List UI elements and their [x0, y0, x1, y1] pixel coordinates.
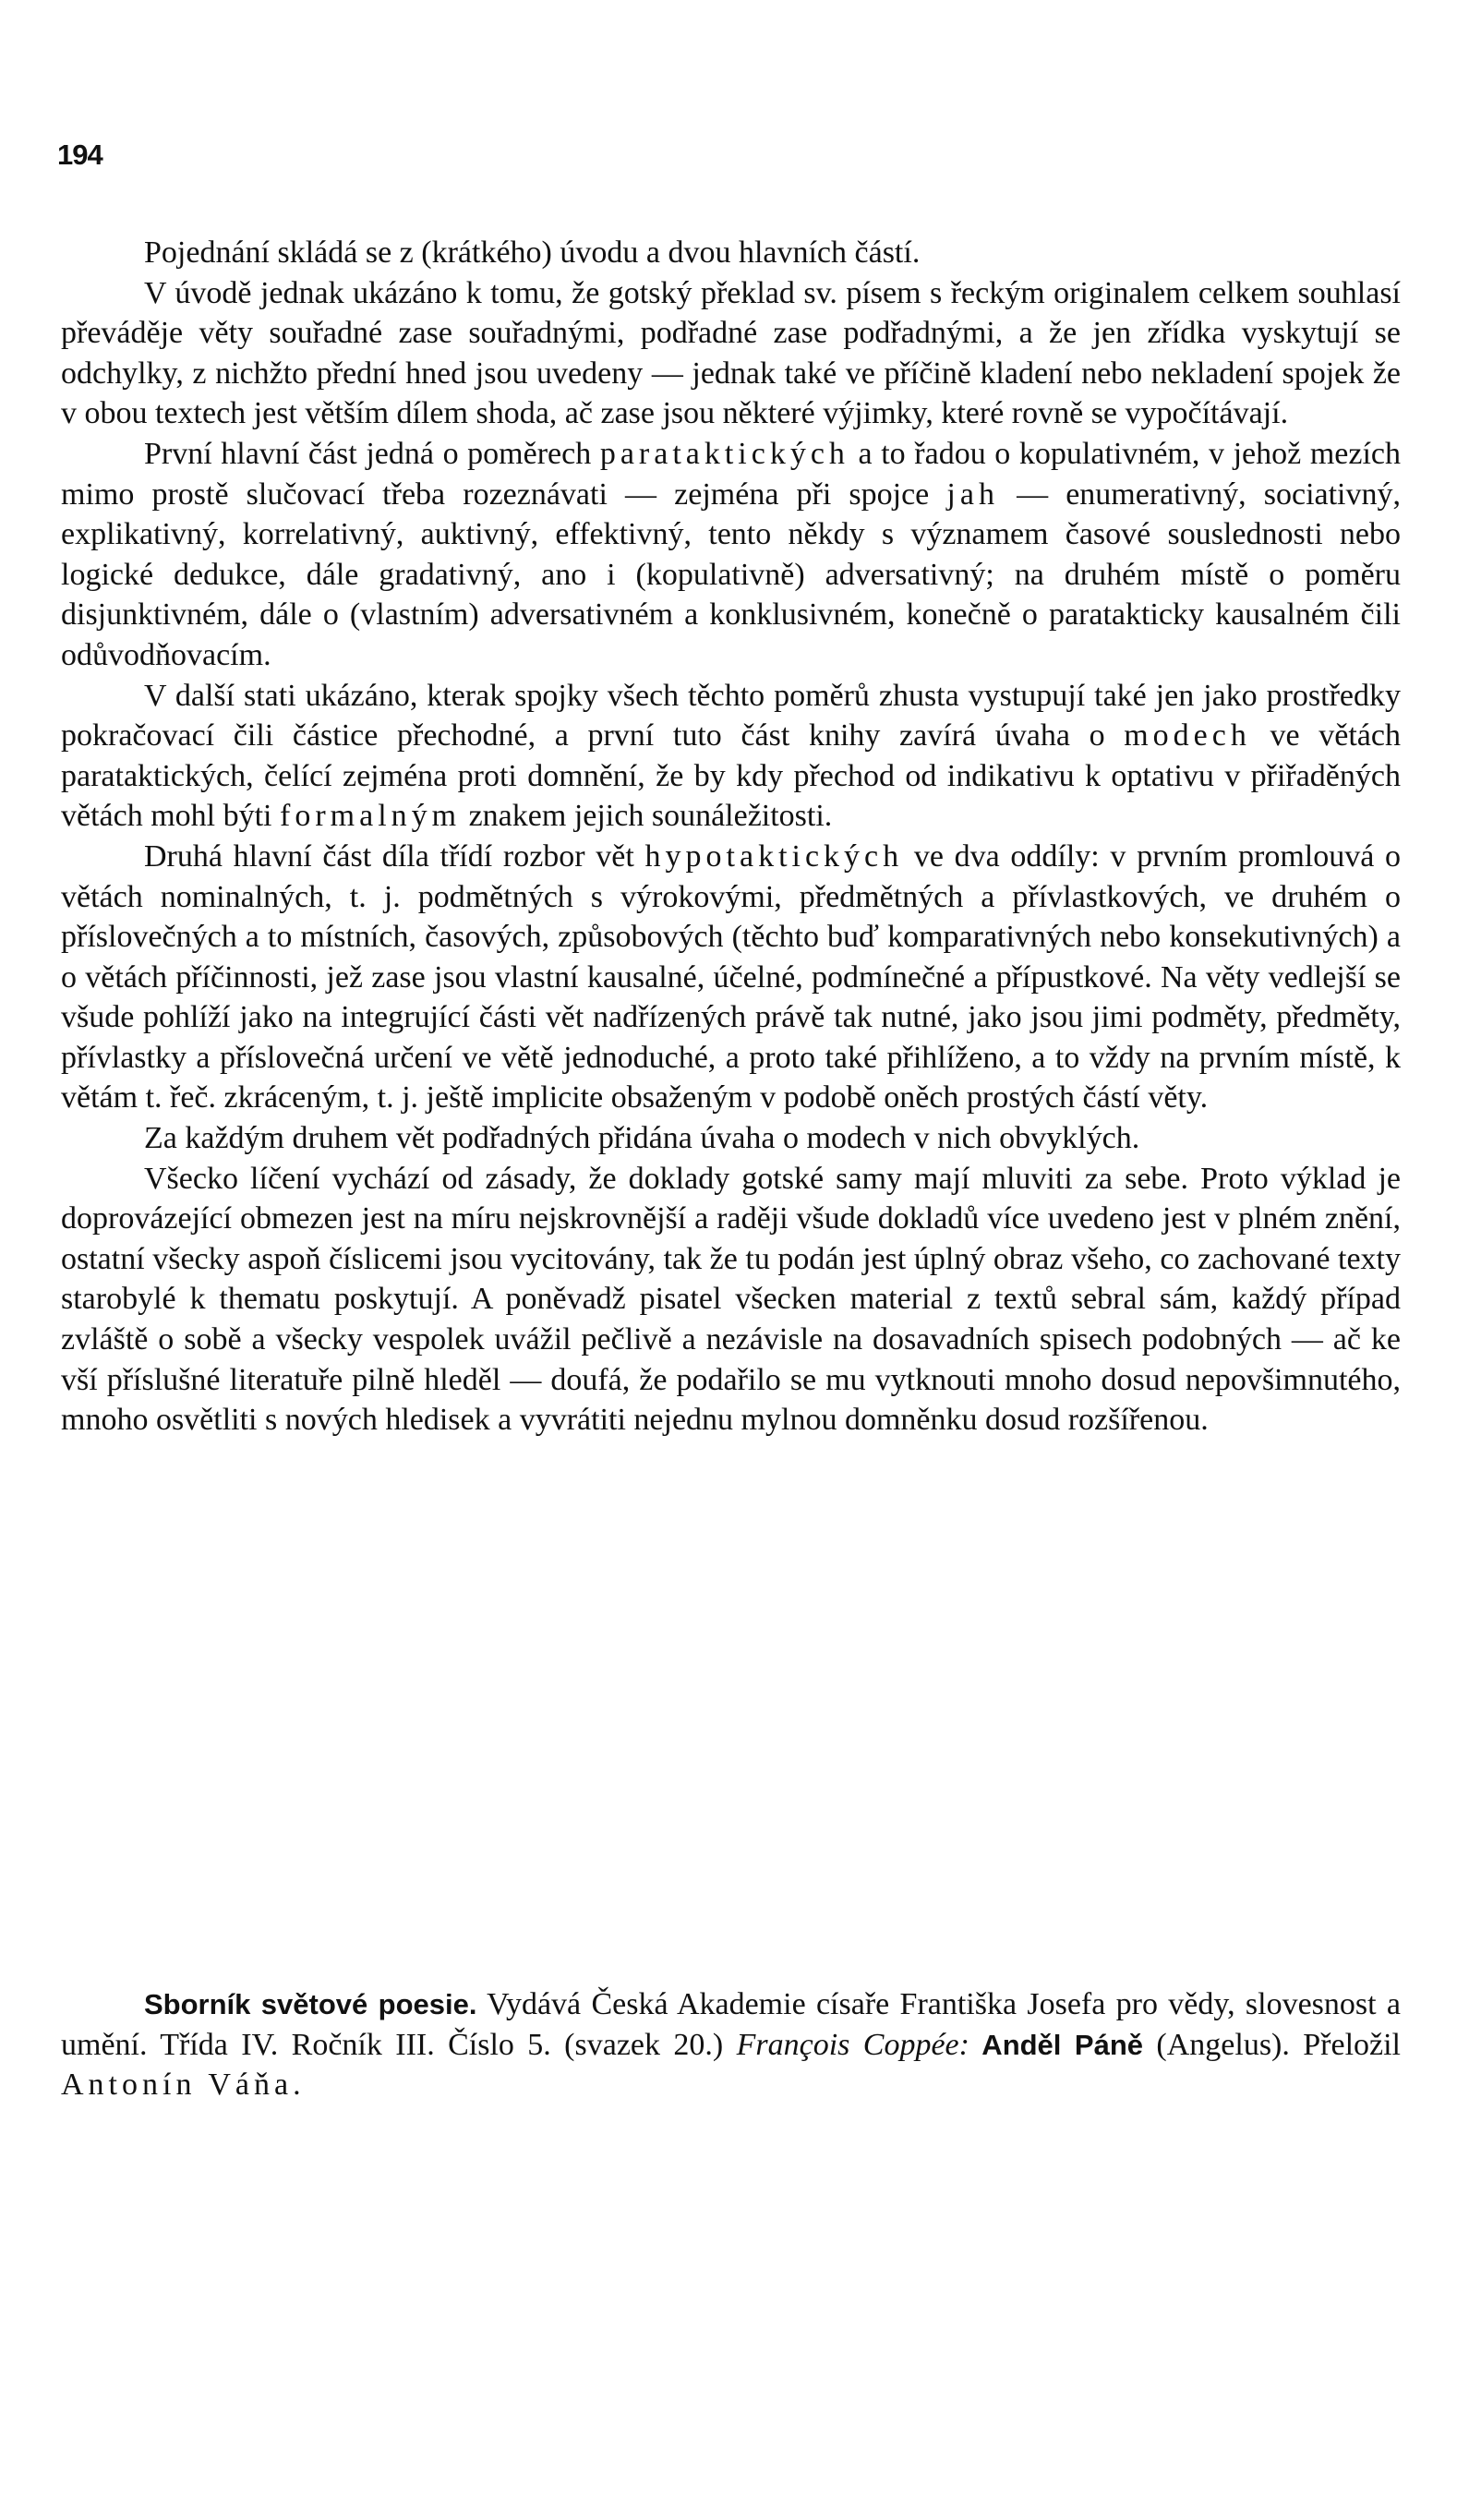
text-run: Druhá hlavní část díla třídí rozbor vět: [144, 838, 645, 874]
paragraph-part-two: [61, 837, 1401, 1118]
paragraph-part-one: [61, 434, 1401, 676]
text-run: znakem jejich sounáležitosti.: [461, 799, 833, 834]
text-run: Za každým druhem vět podřadných přidána úvaha o modech v nich obvyklých.: [144, 1121, 1140, 1156]
text-run: ve větách parataktických, čelící zejména proti domnění, že by kdy přechod od indikativu k optativu v přiřaděných větách mohl býti: [61, 718, 1401, 834]
translator-name: Antonín Váňa: [61, 2068, 294, 2103]
text-run: ve dva oddíly: v prvním promlouvá o větách nominalných, t. j. podmětných s výrokovými, předmětných a přívlastkových, ve druhém o příslovečných a to místních, časových, způsobových (těchto buď komparativných nebo konsekutivných) a o větách příčinnosti, jež zase jsou vlastní kausalné, účelné, podmínečné a přípustkové. Na věty vedlejší se všude pohlíží jako na integrující části vět nadřízených právě tak nutné, jako jsou jimi podměty, předměty, přívlastky a příslovečná určení ve větě jednoduché, a proto také přihlíženo, a to vždy na prvním místě, k větám t. řeč. zkráceným, t. j. ještě implicite obsaženým v podobě oněch prostých částí věty.: [61, 838, 1401, 1115]
notice-end: .: [293, 2068, 301, 2103]
publisher-text: Vydává Česká Akademie císaře Františka Josefa pro vědy, slovesnost a umění. Třída IV. Ročník III. Číslo 5. (svazek 20.): [61, 1987, 1401, 2062]
series-title: Sborník světové poesie.: [144, 1988, 477, 2020]
paragraph-part-one-continued: [61, 676, 1401, 837]
text-run: — enumerativný, sociativný, explikativný, korrelativný, auktivný, effektivný, tento někdy s významem časové souslednosti nebo logické dedukce, dále gradativný, ano i (kopulativně) adversativný; na druhém místě o poměru disjunktivném, dále o (vlastním) adversativném a konklusivném, konečně o paratakticky kausalném čili odůvodňovacím.: [61, 476, 1401, 672]
spaced-term: formalným: [280, 799, 462, 834]
text-run: a to řadou o kopulativném, v jehož mezích mimo prostě slučovací třeba rozeznávati — zejména při spojce: [61, 436, 1401, 512]
review-body: [61, 233, 1401, 1441]
text-run: Pojednání skládá se z (krátkého) úvodu a dvou hlavních částí.: [144, 235, 921, 270]
book-notice: [61, 1984, 1401, 2105]
spaced-term: jah: [946, 476, 999, 512]
work-title: Anděl Páně: [969, 2028, 1144, 2061]
spaced-term: parataktických: [599, 436, 849, 471]
paragraph-method: [61, 1159, 1401, 1441]
paragraph-modes: [61, 1118, 1401, 1159]
spaced-term: hypotaktických: [644, 838, 904, 874]
spaced-term: modech: [1124, 718, 1251, 754]
text-run: V úvodě jednak ukázáno k tomu, že gotský překlad sv. písem s řeckým originalem celkem souhlasí převáděje věty souřadné zase souřadnými, podřadné zase podřadnými, a že jen zřídka vyskytují se odchylky, z nichžto přední hned jsou uvedeny — jednak také ve příčině kladení nebo nekladení spojek že v obou textech jest větším dílem shoda, ač zase jsou některé výjimky, které rovně se vypočítávají.: [61, 275, 1401, 431]
author-name: François Coppée:: [736, 2027, 969, 2062]
text-run: Všecko líčení vychází od zásady, že doklady gotské samy mají mluviti za sebe. Proto výklad je doprovázející obmezen jest na míru nejskrovnější a raději všude dokladů více uvedeno jest v plném znění, ostatní všecky aspoň číslicemi jsou vycitovány, tak že tu podán jest úplný obraz všeho, co zachované texty starobylé k thematu poskytují. A poněvadž pisatel všecken material z textů sebral sám, každý případ zvláště o sobě a všecky vespolek uvážil pečlivě a nezávisle na dosavadních spisech podobných — ač ke vší příslušné literatuře pilně hleděl — doufá, že podařilo se mu vytknouti mnoho dosud nepovšimnutého, mnoho osvětliti s nových hledisek a vyvrátiti nejednu mylnou domněnku dosud rozšířenou.: [61, 1161, 1401, 1438]
work-subtitle: (Angelus). Přeložil: [1143, 2027, 1402, 2062]
paragraph-intro-summary: [61, 233, 1401, 273]
paragraph-introduction: [61, 273, 1401, 434]
page-number: 194: [57, 139, 102, 171]
text-run: V další stati ukázáno, kterak spojky všech těchto poměrů zhusta vystupují také jen jako prostředky pokračovací čili částice přechodné, a první tuto část knihy zavírá úvaha o: [61, 678, 1401, 754]
text-run: První hlavní část jedná o poměrech: [144, 436, 600, 471]
